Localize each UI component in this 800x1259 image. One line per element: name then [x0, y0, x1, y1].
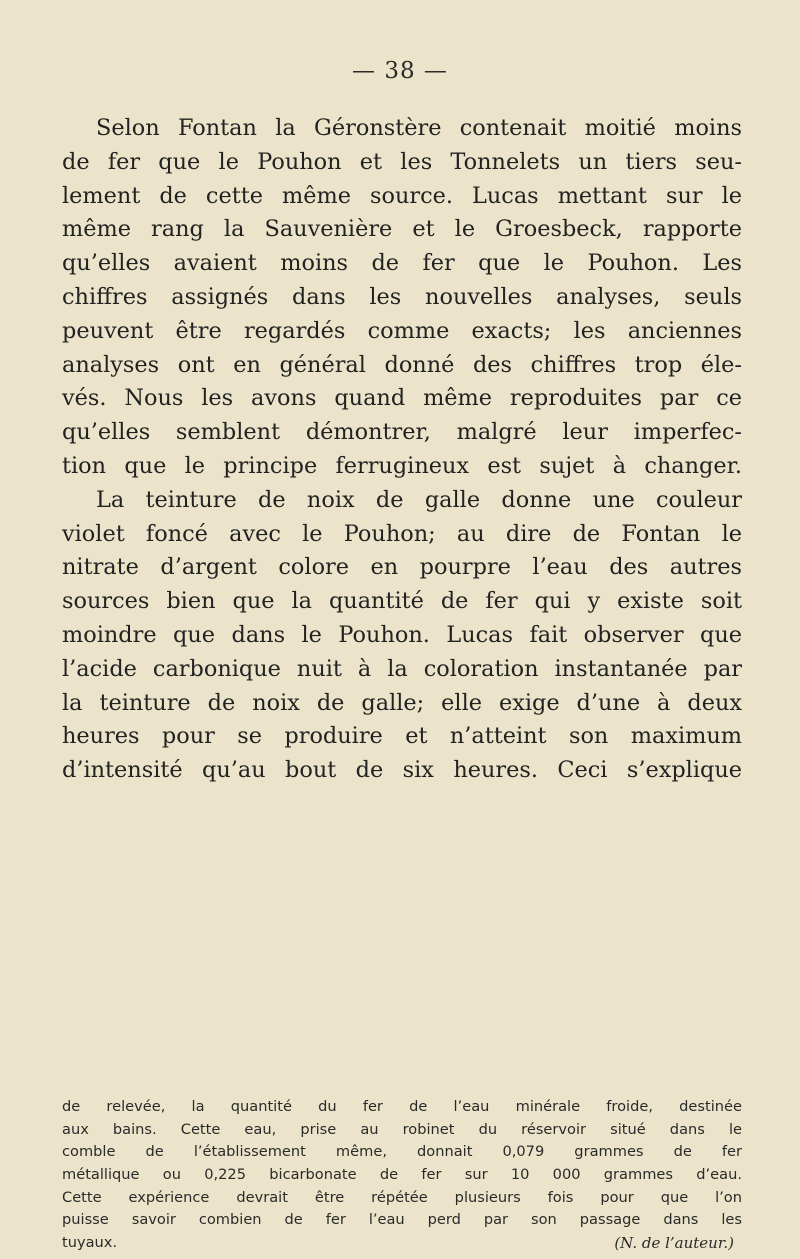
footnote-line: puisse savoir combien de fer l’eau perd par son passage dans les — [62, 1211, 742, 1229]
page-number: — 38 — — [352, 58, 448, 84]
body-line: qu’elles semblent démontrer, malgré leur imperfec- — [62, 419, 742, 446]
footnote-last-text: tuyaux. — [62, 1234, 118, 1252]
body-line: La teinture de noix de galle donne une couleur — [96, 486, 742, 513]
body-line: nitrate d’argent colore en pourpre l’eau des autres — [62, 554, 742, 581]
body-line: qu’elles avaient moins de fer que le Pouhon. Les — [62, 250, 742, 277]
footnote-last-line — [62, 1232, 742, 1255]
body-line: vés. Nous les avons quand même reproduites par ce — [62, 385, 742, 412]
body-line: heures pour se produire et n’atteint son maximum — [62, 723, 742, 750]
footnote-line: comble de l’établissement même, donnait 0,079 grammes de fer — [62, 1143, 742, 1161]
footnote-line: métallique ou 0,225 bicarbonate de fer sur 10 000 grammes d’eau. — [62, 1166, 742, 1184]
body-line: peuvent être regardés comme exacts; les anciennes — [62, 317, 742, 344]
body-line: Selon Fontan la Géronstère contenait moitié moins — [96, 115, 742, 141]
body-text — [62, 112, 742, 788]
footnote-line: Cette expérience devrait être répétée plusieurs fois pour que l’on — [62, 1188, 742, 1206]
footnote-line: de relevée, la quantité du fer de l’eau minérale froide, destinée — [62, 1098, 742, 1115]
body-line: l’acide carbonique nuit à la coloration instantanée par — [62, 655, 742, 682]
body-line: tion que le principe ferrugineux est sujet à changer. — [62, 452, 742, 479]
body-line: chiffres assignés dans les nouvelles analyses, seuls — [62, 283, 742, 310]
body-line: analyses ont en général donné des chiffres trop éle- — [62, 351, 742, 378]
body-line: violet foncé avec le Pouhon; au dire de Fontan le — [62, 520, 742, 547]
body-line: d’intensité qu’au bout de six heures. Ceci s’explique — [62, 757, 742, 784]
body-line: moindre que dans le Pouhon. Lucas fait observer que — [62, 621, 742, 648]
body-line: de fer que le Pouhon et les Tonnelets un tiers seu- — [62, 148, 742, 175]
body-line: même rang la Sauvenière et le Groesbeck, rapporte — [62, 216, 742, 243]
footnote — [62, 1096, 742, 1255]
body-line: sources bien que la quantité de fer qui y existe soit — [62, 588, 742, 615]
body-line: la teinture de noix de galle; elle exige d’une à deux — [62, 689, 742, 716]
footnote-line: aux bains. Cette eau, prise au robinet du réservoir situé dans le — [62, 1120, 742, 1138]
footnote-signature: (N. de l’auteur.) — [614, 1234, 734, 1253]
body-line: lement de cette même source. Lucas mettant sur le — [62, 182, 742, 209]
